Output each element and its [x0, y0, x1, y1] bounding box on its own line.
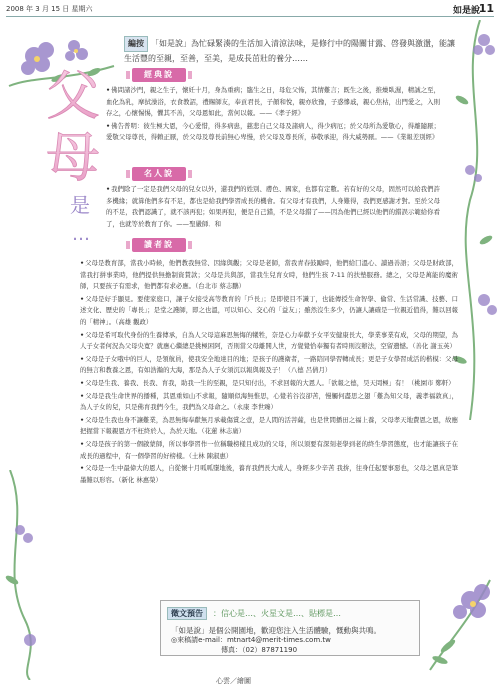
section-header-classics: 經典說: [132, 68, 186, 82]
preview-email[interactable]: ◎來稿請e-mail：mtnart4@merit-times.com.tw: [171, 636, 331, 644]
editor-note-text: 「如是說」為忙碌緊湊的生活加入清涼法味，是修行中的陽關甘露、啓發與激盪，能讓生活豐的至親，至善，至美，是成長茁壯的養分……: [124, 39, 455, 63]
title-dots: …: [72, 224, 90, 245]
submission-preview-box: [160, 600, 420, 656]
list-item: •父母是生我、養我、長我、育我，助我一生的至親，是只知付出，不求回報的大恩人。「欲報之德，昊天罔極」有！（桃園市 鄭軒）: [80, 378, 455, 387]
preview-header: [167, 607, 341, 620]
list-item: •父母是子女哦中的巨人，是領航員，使我安全地達目的地；是孩子的護衛者，一路陪同學習轉成長；更是子女學習成活的楷模：父母的無言和教養之恩，有如浩瀚的大海，那是為人子女須沉以報與報及子！（八德 呂倩月）: [80, 354, 458, 375]
section-body-readers: [80, 258, 458, 487]
title-char-fu: 父: [46, 64, 100, 127]
section-header-readers: 讀者說: [132, 238, 186, 252]
preview-invite: 「如是說」是個公開園地，歡迎您注入生活體驗，慨動與共鳴。: [171, 626, 381, 635]
list-item: •父母是孩子的第一個啟蒙師，所以事學習作一位稱職榜樣且成功的父母，所以須要有深刻老學到老的終生學習態度，也才能讓孩子在成長的過程中，有一個學習的好榜樣。（土林 陳淑惠）: [80, 439, 458, 460]
list-item: •佛告普明：彼生極大恩，今心愛惜，得多病患，慈悲自己父母及諸病人，得少病厄；於父母所為愛敬心，得離隨厭；愛敬父母尊長，得賴正厭，於父母及尊長前無心卑慢，於父母及尊長所，恭敬承迎，得大威勢厭。——《業報差別經》: [106, 121, 440, 142]
page-title: [40, 62, 110, 262]
header-page-number: 11: [478, 2, 494, 15]
list-item: •父母是教育部，當我小時候，他們教我無常、因緣與觀；父母是老師，當我青春鼓勵時，他們給囗溫心、讀過善語；父母是財政部，當我打拼事業時，他們提供無擔制資賛款；父母是共與部，當我生兒育女時，他們生孩 7-11 的扶墊服務。總之，父母是萬能的魔術師，只要孩子有需求，他們都有求必應。（台北市 蔡志鵬）: [80, 259, 458, 291]
preview-tag: 徵文預告: [167, 607, 207, 620]
list-item: •父母是好手顯見。要使家庭口，讓子女接受高等教育的「戶長」；是即使目不識丁，也能傳授生命智學、倫常、生活常識、技藝、口述文化、歷史的「專長」；是堂之護師，即之也溫，可以知心、交心的「益友」；雖然沒生多少，仍讓人讓確是一位親近值得，難以回報的「精神」。（高雄 觀政）: [80, 294, 458, 326]
page-header: [6, 3, 494, 17]
list-item: •我們除了一定是我們父母的兒女以外，還我們的姓別、膚色、國家，也都有定數。若有好的父母，固然可以給我們許多機緣；就算他們多有不足，都也是給我們學習成長的機會。有父母才有我們，人身難得，我們更感謝才對。至於父母的不足，我們認識了，就不該再犯；如果再犯，便是自己錯，不是父母錯了——因為他們已經以他們的錯誤示範給你看了，也就等於教育了你。——聖嚴師．和: [106, 185, 440, 228]
section-header-famous: 名人說: [132, 167, 186, 181]
header-date: 2008 年 3 月 15 日 星期六: [6, 5, 93, 13]
preview-topics: ：信心是…、火星文是…、貼標是…: [213, 609, 341, 618]
title-char-mu: 母: [46, 126, 100, 189]
list-item: •父母是生我也身不讓難業，為思無悔奉獻無月承載傷賞之壹，是人間的活菩薩，也是世間播田之福上養，父母孝天地費恩之恩，故應把握當下報親恩方不枉終於人，為於天地。（花蓮 林志廣）: [80, 415, 458, 436]
list-item: •父母是我生命世界的播種，其恩重如山不求報，隨順似海無惟思，心覺若谷沒卻苦，慢觸何盡思之翅「難為知父母，義孝福敦真」，為人子女的兒，只是佛育我們今生，我們為父母命之。（永康 李世臻）: [80, 391, 458, 412]
preview-fax: 傳真：（02）87871190: [221, 646, 298, 654]
section-body-famous: [106, 184, 440, 231]
vine-icon: [0, 470, 60, 680]
list-item: •父母是一生中最偉大的恩人，自從懷十月呱呱墮地後，養育我們長大成人，身經多少辛苦 我拚，往身任起要事惡也，父母之恩真是筆墨難以形容。（新化 林惠榮）: [80, 464, 458, 484]
header-column-name: 如是說: [452, 6, 480, 16]
flower-icon: [420, 560, 500, 680]
illustration-credit: 心雲／繪圖: [216, 677, 251, 685]
list-item: •佛問諸沙門，親之生子，懷妊十月，身為重病；臨生之日，母危父怖，其情難言；既生之後，推燥臥濕，精誠之至，血化為乳，摩拭澡浴，衣食教詔，禮賜師友，奉貢君長，子顏和悅，親亦欣豫，子惑慘戚，親心焦枯，出門愛之，入則存之，心懷惕惕，懼其不善，父母恩如此，當何以報。——《孝子經》: [106, 86, 440, 118]
list-item: •父母是希可取代身份的生養傳承，自為人父母這麻思無悔的犧牲，奈是心力奉獻予女平安健康長大，學業事業有成，父母的期望，為人子女者何況為父母央寬？就應心繼總是挑極困阿，否則當父母離開人世，方覺覺恰奉獨有者時則沒辦法，空留遺憾。（善化 謝玉英）: [80, 330, 458, 351]
editor-note-tag: 編按: [124, 36, 148, 52]
section-body-classics: [106, 85, 440, 145]
title-char-shi: 是: [70, 193, 90, 217]
editor-note: [124, 36, 456, 66]
